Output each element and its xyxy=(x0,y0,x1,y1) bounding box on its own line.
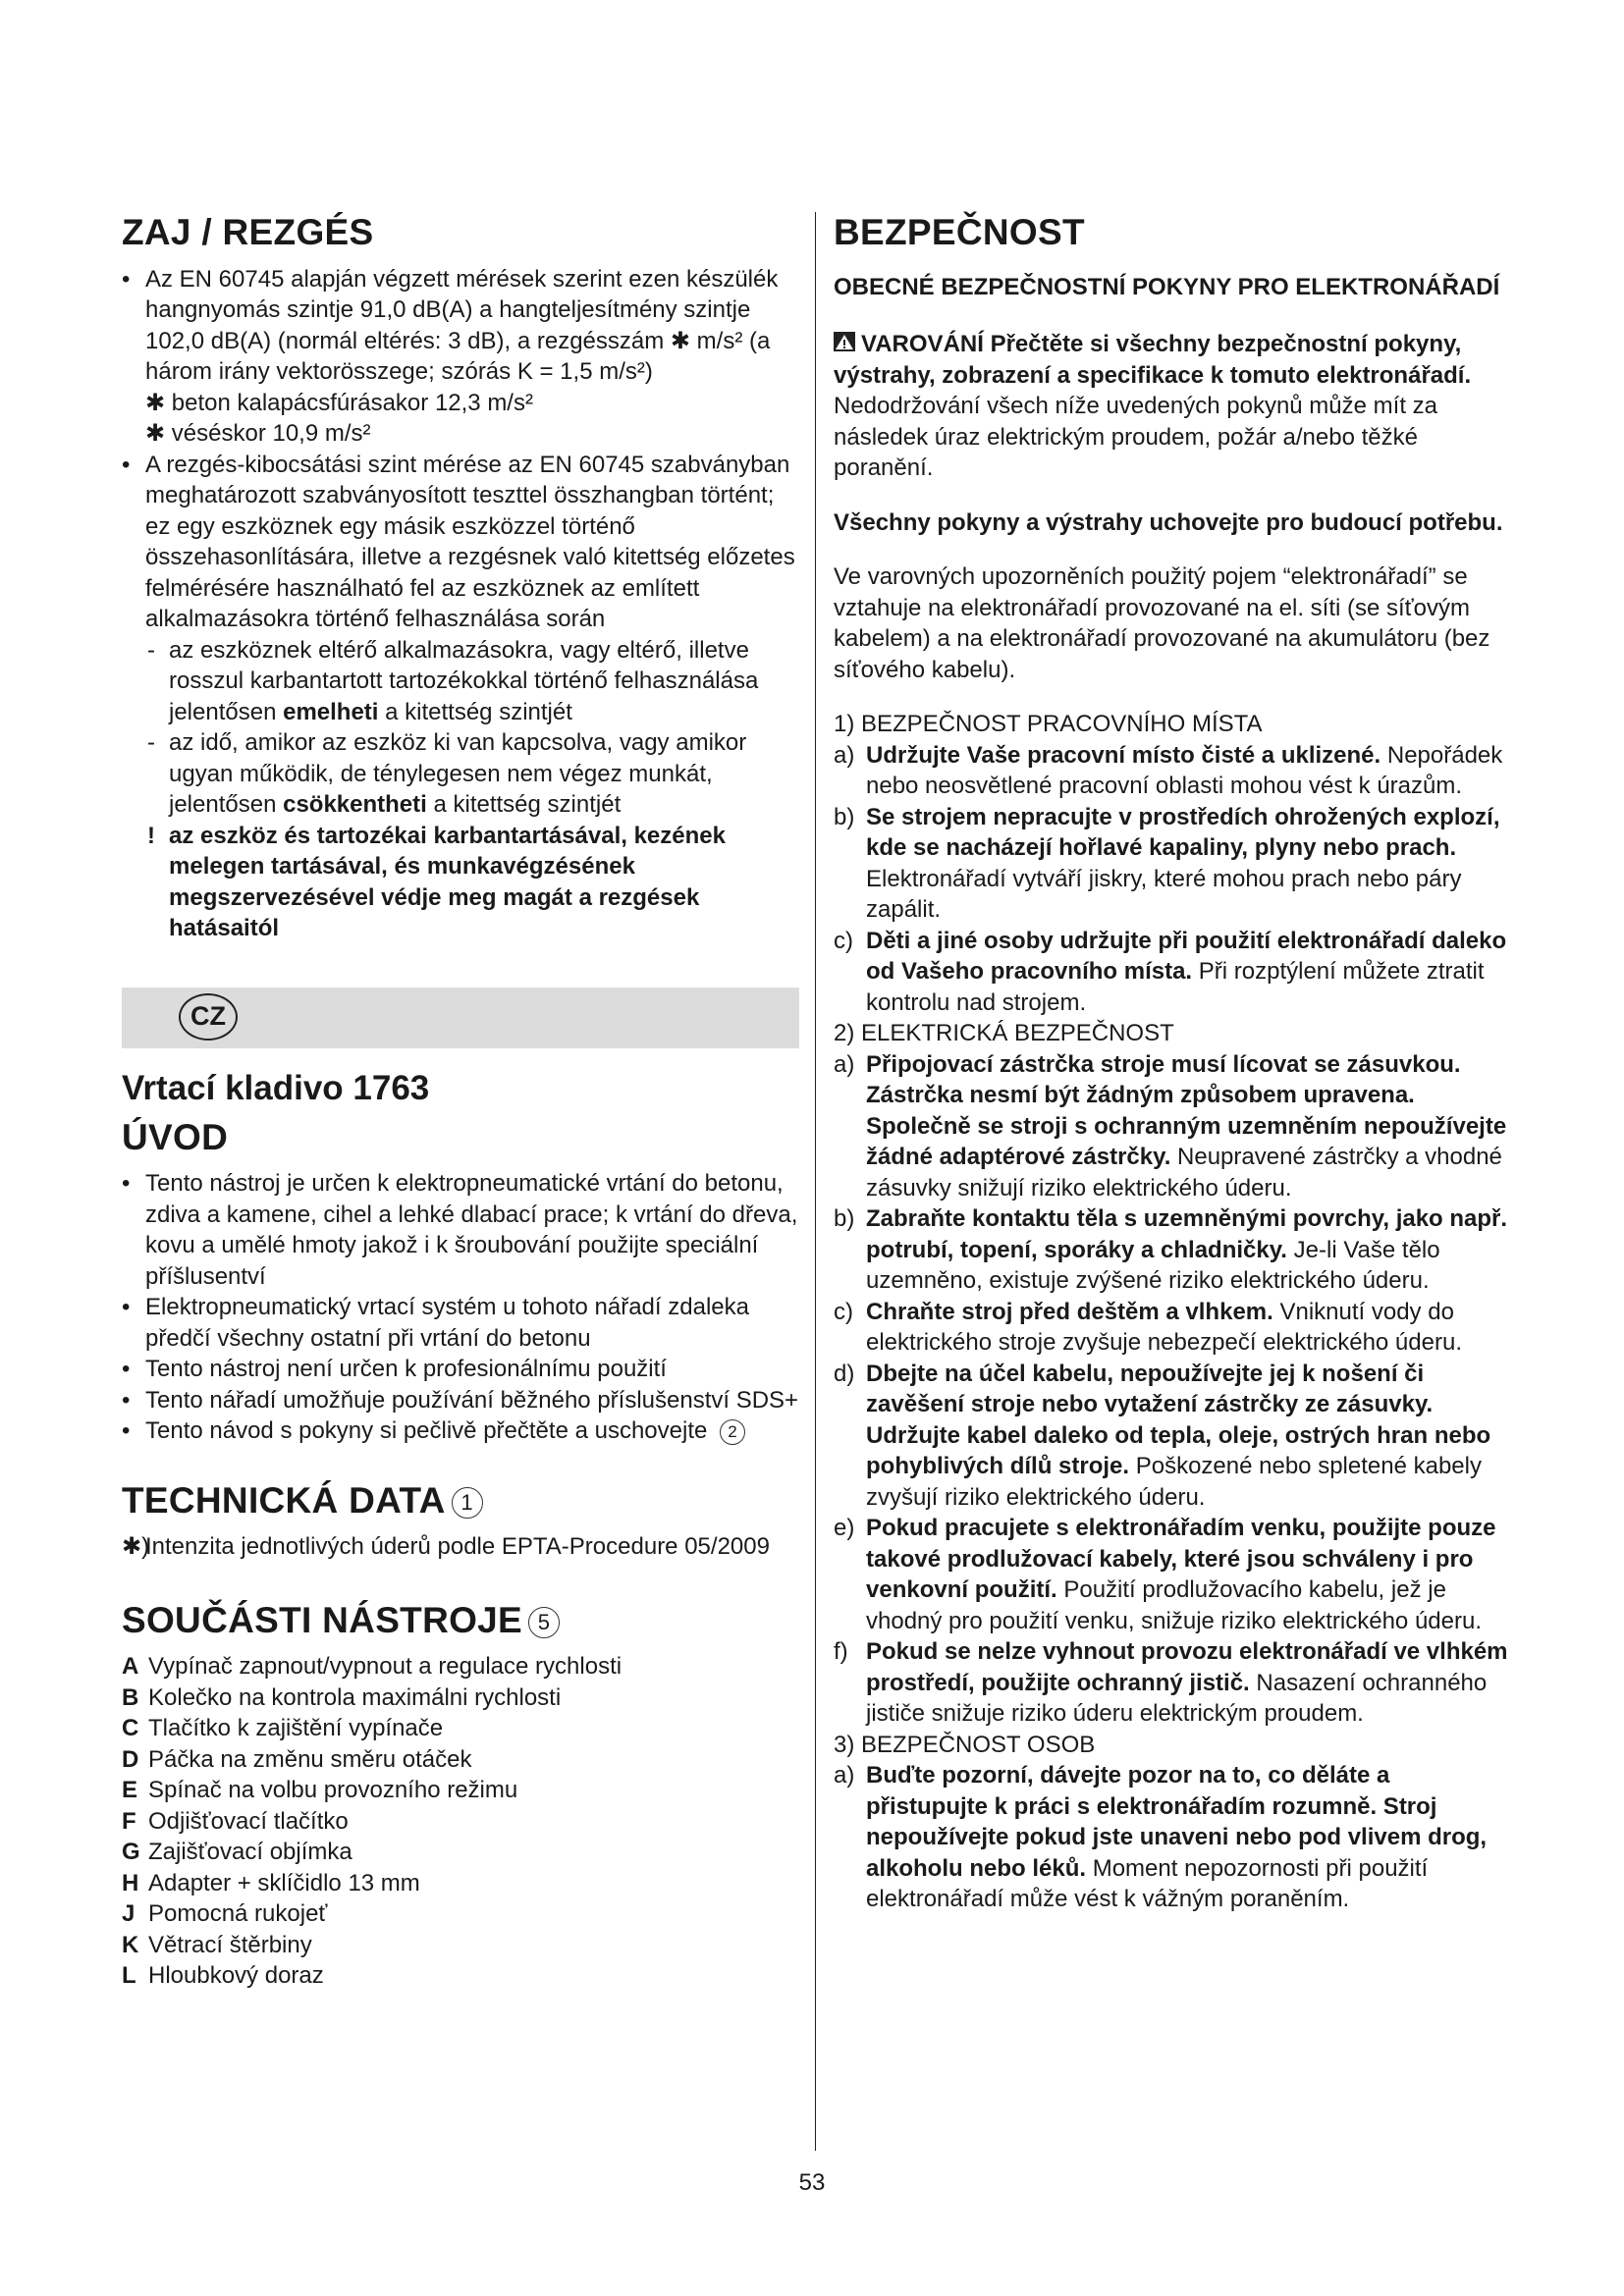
item-bold: Zabraňte kontaktu těla s uzemněnými povrchy, jako např. potrubí, topení, sporáky a chladničky. xyxy=(866,1205,1508,1263)
column-divider xyxy=(815,212,816,2151)
section-personal xyxy=(834,1730,1511,1915)
tech-data-title xyxy=(122,1480,799,1522)
warning-triangle-icon xyxy=(834,329,855,360)
noise-sub-2 xyxy=(122,727,799,821)
left-column xyxy=(122,212,799,1992)
definition-paragraph: Ve varovných upozorněních použitý pojem “elektronářadí” se vztahuje na elektronářadí provozované na el. síti (se síťovým kabelem) a na elektronářadí provozované na akumulátoru (bez síťového kabelu). xyxy=(834,563,1490,683)
bullet-icon: • xyxy=(122,1417,131,1445)
safety-item xyxy=(834,1513,1511,1636)
tech-data-title-text: TECHNICKÁ DATA xyxy=(122,1479,446,1521)
part-letter: H xyxy=(122,1869,139,1896)
intro-bullet-3-text: Tento nástroj není určen k profesionálnímu použití xyxy=(145,1356,667,1383)
part-item xyxy=(122,1682,799,1714)
noise-warning-text: az eszköz és tartozékai karbantartásával, kezének melegen tartásával, és munkavégzésének megszervezésével védje meg magát a rezgések hatásaitól xyxy=(169,822,726,942)
bullet-icon: • xyxy=(122,1386,131,1414)
intro-bullet-5 xyxy=(122,1415,799,1447)
star-line-1: ✱ beton kalapácsfúrásakor 12,3 m/s² xyxy=(145,389,533,416)
safety-item xyxy=(834,1049,1511,1204)
part-item xyxy=(122,1930,799,1961)
section-heading: 2) ELEKTRICKÁ BEZPEČNOST xyxy=(834,1020,1174,1047)
section-heading: 3) BEZPEČNOST OSOB xyxy=(834,1731,1096,1758)
tech-note-mark: ✱) xyxy=(122,1533,150,1561)
part-letter: J xyxy=(122,1900,135,1928)
tech-note xyxy=(122,1531,799,1563)
intro-bullet-2 xyxy=(122,1292,799,1354)
dash-icon: - xyxy=(147,729,155,757)
safety-item xyxy=(834,1203,1511,1297)
part-text: Odjišťovací tlačítko xyxy=(148,1807,349,1835)
safety-item xyxy=(834,926,1511,1019)
part-item xyxy=(122,1868,799,1899)
part-letter: L xyxy=(122,1962,136,1990)
part-text: Větrací štěrbiny xyxy=(148,1931,312,1958)
star-line-2: ✱ véséskor 10,9 m/s² xyxy=(145,420,371,448)
noise-sub-2-post: a kitettség szintjét xyxy=(426,791,622,819)
item-text: Použití prodlužovacího kabelu, jež je vhodný pro použití venku, snižuje riziko elektrického úderu. xyxy=(866,1576,1482,1634)
figure-ref-1: 1 xyxy=(452,1487,483,1519)
item-bold: Pokud pracujete s elektronářadím venku, použijte pouze takové prodlužovací kabely, které jsou schváleny i pro venkovní použití. xyxy=(866,1515,1496,1604)
noise-sub-1-bold: emelheti xyxy=(283,698,379,725)
item-text: Neupravené zástrčky a vhodné zásuvky snižují riziko elektrického úderu. xyxy=(866,1144,1502,1201)
product-title: Vrtací kladivo 1763 xyxy=(122,1068,430,1107)
part-letter: G xyxy=(122,1839,140,1866)
safety-item xyxy=(834,1297,1511,1359)
noise-title: ZAJ / REZGÉS xyxy=(122,212,374,252)
general-safety-heading: OBECNÉ BEZPEČNOSTNÍ POKYNY PRO ELEKTRONÁŘADÍ xyxy=(834,273,1500,300)
bullet-icon: • xyxy=(122,1356,131,1383)
section-work-area xyxy=(834,709,1511,1018)
safety-item xyxy=(834,740,1511,802)
noise-sub-1 xyxy=(122,635,799,728)
safety-title: BEZPEČNOST xyxy=(834,212,1085,252)
item-marker: f) xyxy=(834,1638,848,1666)
noise-sub-1-pre: az eszköznek eltérő alkalmazásokra, vagy eltérő, illetve rosszul karbantartott tartozékokkal történő felhasználása jelentősen xyxy=(169,636,759,725)
tech-note-text: Intenzita jednotlivých úderů podle EPTA-Procedure 05/2009 xyxy=(145,1533,770,1561)
section-electrical xyxy=(834,1018,1511,1730)
item-bold: Buďte pozorní, dávejte pozor na to, co děláte a přistupujte k práci s elektronářadím rozumně. Stroj nepoužívejte pokud jste unaveni nebo pod vlivem drog, alkoholu nebo léků. xyxy=(866,1762,1488,1882)
item-text: Nepořádek nebo neosvětlené pracovní oblasti mohou vést k úrazům. xyxy=(866,741,1503,800)
intro-bullet-1-text: Tento nástroj je určen k elektropneumatické vrtání do betonu, zdiva a kamene, cihel a lehké dlabací prace; k vrtání do dřeva, kovu a umělé hmoty jakož i k šroubování použijte speciální příšlusentví xyxy=(145,1170,798,1290)
bullet-icon: • xyxy=(122,265,131,293)
part-text: Pomocná rukojeť xyxy=(148,1900,328,1928)
page-number: 53 xyxy=(798,2169,826,2196)
right-column xyxy=(834,212,1511,1915)
part-letter: D xyxy=(122,1745,139,1773)
item-bold: Děti a jiné osoby udržujte při použití elektronářadí daleko od Vašeho pracovního místa. xyxy=(866,927,1507,986)
part-item xyxy=(122,1651,799,1682)
item-bold: Udržujte Vaše pracovní místo čisté a uklizené. xyxy=(866,741,1381,769)
safety-item xyxy=(834,1636,1511,1730)
item-marker: a) xyxy=(834,741,855,769)
item-text: Nasazení ochranného jističe snižuje riziko úderu elektrickým proudem. xyxy=(866,1669,1488,1728)
item-marker: e) xyxy=(834,1515,855,1542)
exclamation-icon: ! xyxy=(147,822,155,849)
item-text: Moment nepozornosti při použití elektronářadí může vést k vážným poraněním. xyxy=(866,1854,1429,1913)
intro-bullet-1 xyxy=(122,1168,799,1292)
part-letter: B xyxy=(122,1683,139,1711)
part-text: Vypínač zapnout/vypnout a regulace rychlosti xyxy=(148,1653,623,1681)
item-bold: Se strojem nepracujte v prostředích ohrožených explozí, kde se nacházejí hořlavé kapaliny, plyny nebo prach. xyxy=(866,803,1500,862)
part-text: Spínač na volbu provozního režimu xyxy=(148,1777,518,1804)
item-marker: a) xyxy=(834,1762,855,1789)
item-marker: b) xyxy=(834,1205,855,1233)
part-item xyxy=(122,1744,799,1776)
item-bold: Pokud se nelze vyhnout provozu elektronářadí ve vlhkém prostředí, použijte ochranný jistič. xyxy=(866,1638,1508,1696)
noise-bullet-2-text: A rezgés-kibocsátási szint mérése az EN 60745 szabványban meghatározott szabványosított teszttel összhangban történt; ez egy eszköznek egy másik eszközzel történő összehasonlítására, illetve a rezgésnek való kitettség előzetes felmérésére használható fel az eszköznek az említett alkalmazásokra történő felhasználása során xyxy=(145,451,795,633)
item-text: Je-li Vaše tělo uzemněno, existuje zvýšené riziko elektrického úderu. xyxy=(866,1236,1440,1295)
part-letter: E xyxy=(122,1777,138,1804)
parts-title-text: SOUČÁSTI NÁSTROJE xyxy=(122,1599,523,1640)
noise-sub-2-pre: az idő, amikor az eszköz ki van kapcsolva, vagy amikor ugyan működik, de ténylegesen nem végez munkát, jelentősen xyxy=(169,729,747,819)
noise-sub-1-post: a kitettség szintjét xyxy=(378,698,572,725)
safety-item xyxy=(834,1359,1511,1514)
part-letter: F xyxy=(122,1807,136,1835)
item-marker: b) xyxy=(834,803,855,830)
part-text: Hloubkový doraz xyxy=(148,1962,324,1990)
warning-bold: VAROVÁNÍ Přečtěte si všechny bezpečnostní pokyny, výstrahy, zobrazení a specifikace k tomuto elektronářadí. xyxy=(834,330,1472,389)
language-badge: CZ xyxy=(179,993,238,1041)
parts-list xyxy=(122,1651,799,1992)
part-item xyxy=(122,1806,799,1838)
part-item xyxy=(122,1960,799,1992)
warning-text: Nedodržování všech níže uvedených pokynů může mít za následek úraz elektrickým proudem, požár a/nebo těžké poranění. xyxy=(834,393,1437,482)
figure-ref-2: 2 xyxy=(720,1419,745,1445)
item-marker: d) xyxy=(834,1360,855,1387)
keep-instructions: Všechny pokyny a výstrahy uchovejte pro budoucí potřebu. xyxy=(834,508,1503,536)
intro-bullet-3 xyxy=(122,1354,799,1385)
item-bold: Připojovací zástrčka stroje musí lícovat se zásuvkou. Zástrčka nesmí být žádným způsobem upravena. Společně se stroji s ochranným uzemněním nepoužívejte žádné adaptérové zástrčky. xyxy=(866,1050,1507,1171)
item-marker: c) xyxy=(834,1298,853,1325)
intro-bullet-5-text: Tento návod s pokyny si pečlivě přečtěte a uschovejte xyxy=(145,1417,708,1445)
item-text: Vniknutí vody do elektrického stroje zvyšuje nebezpečí elektrického úderu. xyxy=(866,1298,1462,1357)
intro-title: ÚVOD xyxy=(122,1116,229,1157)
item-bold: Dbejte na účel kabelu, nepoužívejte jej k nošení či zavěšení stroje nebo vytažení zástrčky ze zásuvky. Udržujte kabel daleko od tepla, oleje, ostrých hran nebo pohyblivých dílů stroje. xyxy=(866,1360,1491,1480)
part-text: Kolečko na kontrola maximálni rychlosti xyxy=(148,1683,562,1711)
intro-bullet-4 xyxy=(122,1385,799,1416)
noise-warning xyxy=(122,821,799,944)
bullet-icon: • xyxy=(122,1170,131,1198)
figure-ref-5: 5 xyxy=(528,1607,560,1638)
bullet-icon: • xyxy=(122,1294,131,1321)
part-item xyxy=(122,1837,799,1868)
part-text: Zajišťovací objímka xyxy=(148,1839,352,1866)
intro-bullet-4-text: Tento nářadí umožňuje používání běžného příslušenství SDS+ xyxy=(145,1386,799,1414)
part-item xyxy=(122,1775,799,1806)
part-letter: A xyxy=(122,1653,139,1681)
item-text: Při rozptýlení můžete ztratit kontrolu nad strojem. xyxy=(866,958,1485,1016)
parts-title xyxy=(122,1600,799,1642)
safety-item xyxy=(834,1760,1511,1915)
bullet-icon: • xyxy=(122,451,131,478)
part-letter: C xyxy=(122,1715,139,1742)
part-text: Tlačítko k zajištění vypínače xyxy=(148,1715,444,1742)
safety-item xyxy=(834,802,1511,926)
part-letter: K xyxy=(122,1931,139,1958)
part-text: Adapter + sklíčidlo 13 mm xyxy=(148,1869,420,1896)
noise-bullet-2 xyxy=(122,450,799,635)
noise-bullet-1 xyxy=(122,264,799,388)
intro-bullet-2-text: Elektropneumatický vrtací systém u tohoto nářadí zdaleka předčí všechny ostatní při vrtání do betonu xyxy=(145,1294,749,1352)
item-text: Poškozené nebo spletené kabely zvyšují riziko elektrického úderu. xyxy=(866,1453,1482,1511)
item-bold: Chraňte stroj před deštěm a vlhkem. xyxy=(866,1298,1273,1325)
part-item xyxy=(122,1713,799,1744)
section-heading: 1) BEZPEČNOST PRACOVNÍHO MÍSTA xyxy=(834,711,1263,738)
noise-bullet-1-text: Az EN 60745 alapján végzett mérések szerint ezen készülék hangnyomás szintje 91,0 dB(A) a hangteljesítmény szintje 102,0 dB(A) (normál eltérés: 3 dB), a rezgésszám ✱ m/s² (a három irány vektorösszege; szórás K = 1,5 m/s²) xyxy=(145,265,779,386)
item-marker: c) xyxy=(834,927,853,954)
item-text: Elektronářadí vytváří jiskry, které mohou prach nebo páry zapálit. xyxy=(866,865,1462,924)
warning-paragraph xyxy=(834,329,1511,484)
noise-sub-2-bold: csökkentheti xyxy=(283,791,427,819)
item-marker: a) xyxy=(834,1050,855,1078)
part-text: Páčka na změnu směru otáček xyxy=(148,1745,472,1773)
language-band xyxy=(122,988,799,1048)
dash-icon: - xyxy=(147,636,155,664)
part-item xyxy=(122,1898,799,1930)
